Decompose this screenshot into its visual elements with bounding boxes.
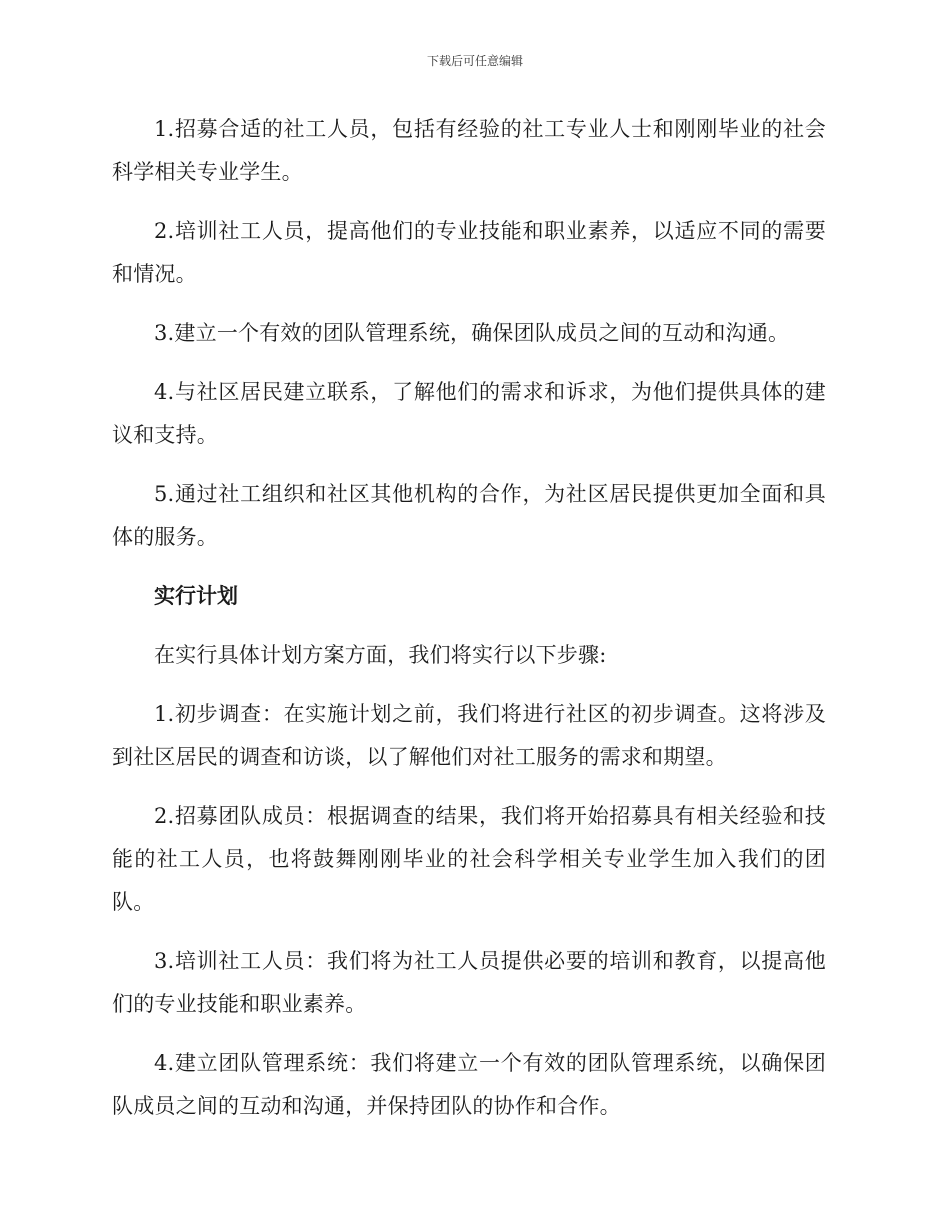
document-body bbox=[112, 108, 826, 1144]
list-item-step-1: 1.初步调查：在实施计划之前，我们将进行社区的初步调查。这将涉及到社区居民的调查和访谈，以了解他们对社工服务的需求和期望。 bbox=[112, 702, 826, 769]
list-item-goal-5: 5.通过社工组织和社区其他机构的合作，为社区居民提供更加全面和具体的服务。 bbox=[112, 482, 826, 549]
list-item-goal-2: 2.培训社工人员，提高他们的专业技能和职业素养，以适应不同的需要和情况。 bbox=[112, 219, 826, 286]
list-item-step-2: 2.招募团队成员：根据调查的结果，我们将开始招募具有相关经验和技能的社工人员，也将鼓舞刚刚毕业的社会科学相关专业学生加入我们的团队。 bbox=[112, 804, 826, 914]
list-item-goal-1: 1.招募合适的社工人员，包括有经验的社工专业人士和刚刚毕业的社会科学相关专业学生。 bbox=[112, 117, 826, 184]
list-item-step-3: 3.培训社工人员：我们将为社工人员提供必要的培训和教育，以提高他们的专业技能和职业素养。 bbox=[112, 949, 826, 1016]
section-heading: 实行计划 bbox=[154, 584, 238, 608]
section-intro: 在实行具体计划方案方面，我们将实行以下步骤: bbox=[154, 643, 607, 667]
page-header: 下载后可任意编辑 bbox=[426, 54, 523, 68]
list-item-goal-3: 3.建立一个有效的团队管理系统，确保团队成员之间的互动和沟通。 bbox=[154, 321, 790, 345]
list-item-step-4: 4.建立团队管理系统：我们将建立一个有效的团队管理系统，以确保团队成员之间的互动和沟通，并保持团队的协作和合作。 bbox=[112, 1051, 826, 1118]
list-item-goal-4: 4.与社区居民建立联系，了解他们的需求和诉求，为他们提供具体的建议和支持。 bbox=[112, 380, 826, 447]
